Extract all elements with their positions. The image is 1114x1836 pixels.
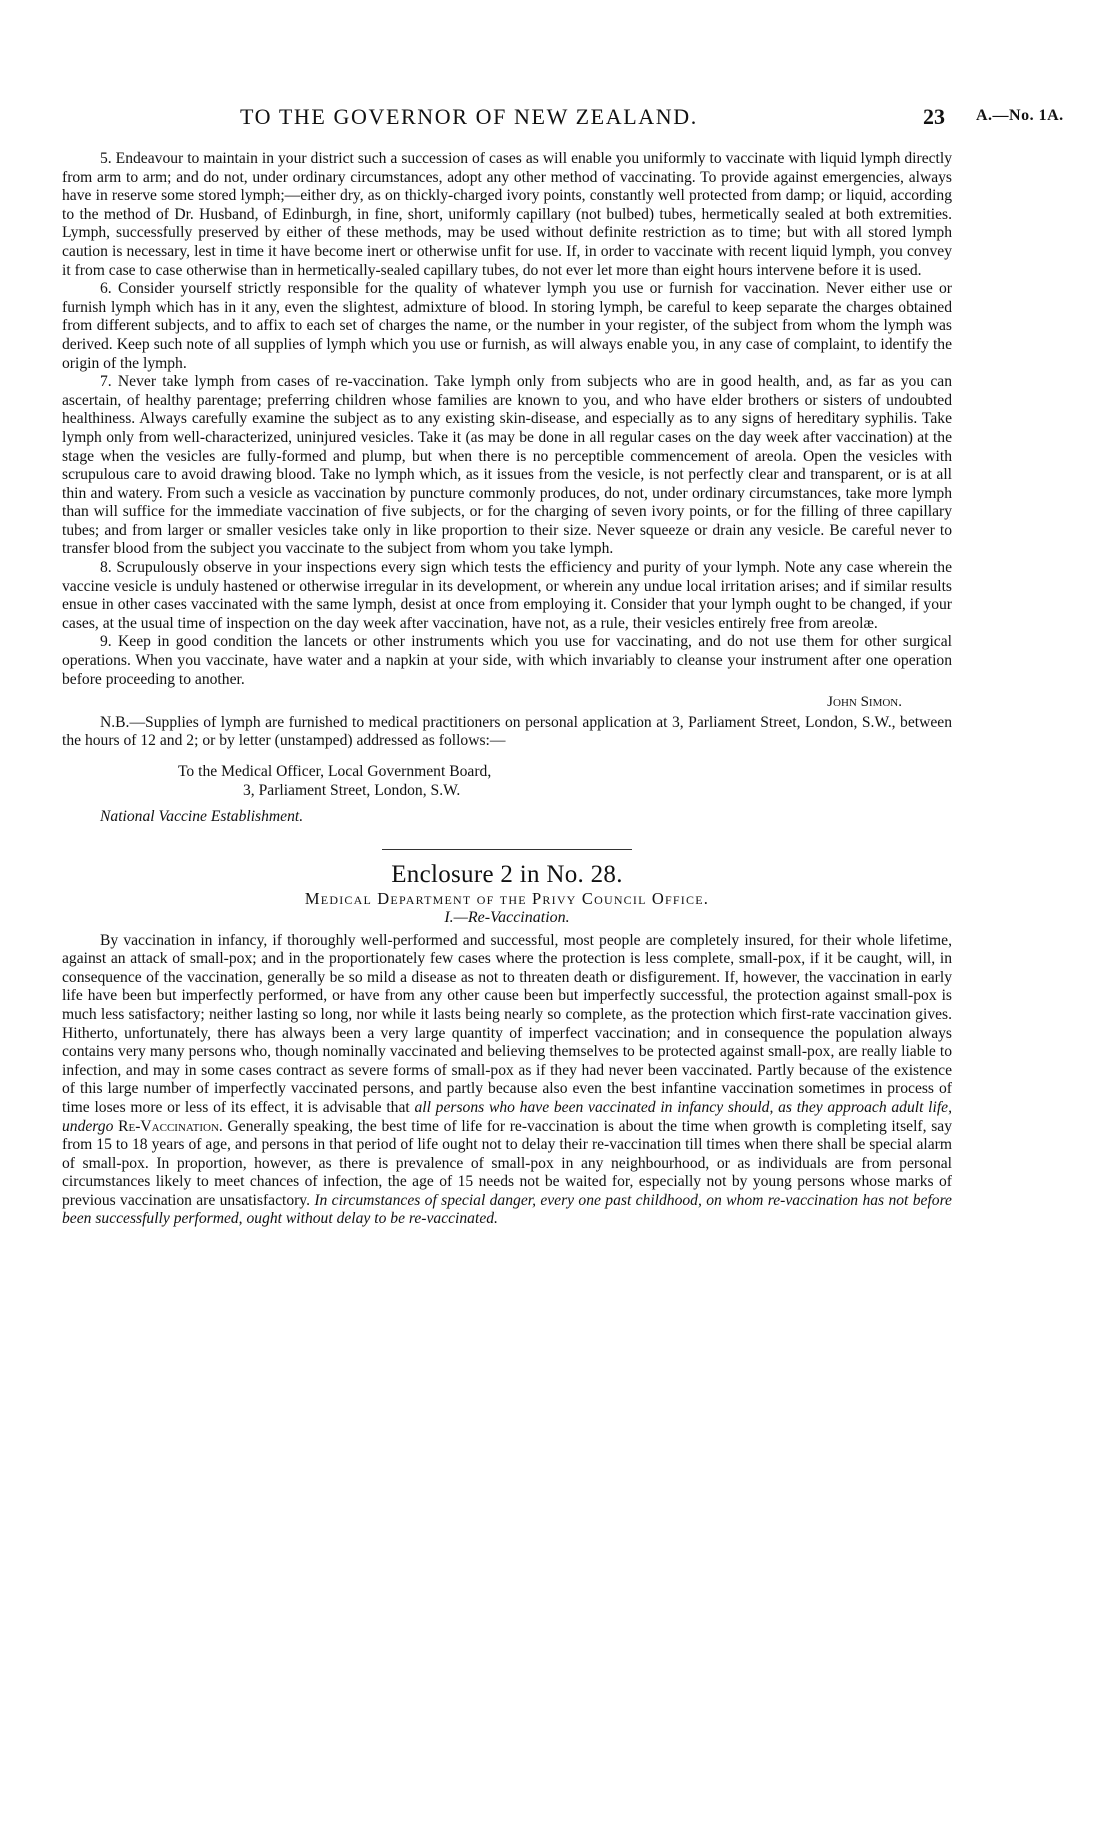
enclosure-subtitle: I.—Re-Vaccination. bbox=[444, 908, 570, 926]
document-body bbox=[62, 150, 952, 1229]
enclosure-paragraph bbox=[62, 932, 952, 1230]
address-line-1: To the Medical Officer, Local Government Board, bbox=[178, 763, 492, 780]
nota-bene: N.B.—Supplies of lymph are furnished to medical practitioners on personal application at 3, Parliament Street, London, S.W., between the hours of 12 and 2; or by letter (unstamped) addressed as follows:— bbox=[62, 713, 952, 750]
enclosure-text-rest: Generally speaking, the best time of life for re-vaccination is about the time when growth is completing itself, say from 15 to 18 years of age, and persons in that period of life ought not to delay their re-vaccination till times when there shall be special alarm of small-pox. In proportion, however, as there is prevalence of small-pox in any neighbourhood, or as individuals are from personal circumstances likely to meet chances of infection, the age of 15 needs not be waited for, especially not by young persons whose marks of previous vaccination are unsatisfactory. bbox=[62, 1117, 952, 1209]
address-line-2: 3, Parliament Street, London, S.W. bbox=[243, 781, 461, 799]
enclosure-text-italic: all persons who have been vaccinated in infancy should, as they approach adult life, undergo bbox=[62, 1098, 952, 1135]
paragraph-9: 9. Keep in good condition the lancets or other instruments which you use for vaccinating, and do not use them for other surgical operations. When you vaccinate, have water and a napkin at your side, with which invariably to cleanse your instrument after one operation before proceeding to another. bbox=[62, 633, 952, 688]
paragraph-6: 6. Consider yourself strictly responsible for the quality of whatever lymph you use or furnish for vaccination. Never either use or furnish lymph which has in it any, even the slightest, admixture of blood. In storing lymph, be careful to keep separate the charges obtained from different subjects, and to affix to each set of charges the name, or the number in your register, of the subject from whom the lymph was derived. Keep such note of all supplies of lymph which you use or furnish, as will always enable you, in any case of complaint, to identify the origin of the lymph. bbox=[62, 280, 952, 372]
signature: John Simon. bbox=[827, 694, 902, 711]
page-number: 23 bbox=[923, 104, 945, 129]
establishment-name: National Vaccine Establishment. bbox=[100, 808, 304, 826]
document-reference: A.—No. 1A. bbox=[976, 107, 1064, 124]
page-title: TO THE GOVERNOR OF NEW ZEALAND. bbox=[240, 104, 698, 129]
enclosure-text-final-italic: In circumstances of special danger, every one past childhood, on whom re-vaccination has not before been successfully performed, ought without delay to be re-vaccinated. bbox=[62, 1191, 952, 1228]
paragraph-5: 5. Endeavour to maintain in your district such a succession of cases as will enable you uniformly to vaccinate with liquid lymph directly from arm to arm; and do not, under ordinary circumstances, adopt any other method of vaccinating. To provide against emergencies, always have in reserve some stored lymph;—either dry, as on thickly-charged ivory points, constantly well protected from damp; or liquid, according to the method of Dr. Husband, of Edinburgh, in fine, short, uniformly capillary (not bulbed) tubes, hermetically sealed at both extremities. Lymph, successfully preserved by either of these methods, may be used without definite restriction as to time; but with all stored lymph caution is necessary, lest in time it have become inert or otherwise unfit for use. If, in order to vaccinate with recent liquid lymph, you convey it from case to case otherwise than in hermetically-sealed capillary tubes, do not ever let more than eight hours intervene before it is used. bbox=[62, 150, 952, 279]
enclosure-title: Enclosure 2 in No. 28. bbox=[391, 860, 623, 888]
section-divider bbox=[382, 849, 632, 850]
enclosure-department: Medical Department of the Privy Council Office. bbox=[304, 889, 710, 909]
enclosure-text-revaccination: Re-Vaccination. bbox=[118, 1117, 223, 1135]
paragraph-7: 7. Never take lymph from cases of re-vaccination. Take lymph only from subjects who are in good health, and, as far as you can ascertain, of healthy parentage; preferring children whose families are known to you, and who have elder brothers or sisters of undoubted healthiness. Always carefully examine the subject as to any existing skin-disease, and especially as to any signs of hereditary syphilis. Take lymph only from well-characterized, uninjured vesicles. Take it (as may be done in all regular cases on the day week after vaccination) at the stage when the vesicles are fully-formed and plump, but when there is no perceptible commencement of areola. Open the vesicles with scrupulous care to avoid drawing blood. Take no lymph which, as it issues from the vesicle, is not perfectly clear and transparent, or is at all thin and watery. From such a vesicle as vaccination by puncture commonly produces, do not, under ordinary circumstances, take more lymph than will suffice for the immediate vaccination of five subjects, or for the charging of seven ivory points, or for the filling of three capillary tubes; and from larger or smaller vesicles take only in like proportion to their size. Never squeeze or drain any vesicle. Be careful never to transfer blood from the subject you vaccinate to the subject from whom you take lymph. bbox=[62, 373, 952, 558]
enclosure-text-plain: By vaccination in infancy, if thoroughly well-performed and successful, most people are completely insured, for their whole lifetime, against an attack of small-pox; and in the proportionately few cases where the protection is less complete, small-pox, if it be caught, will, in consequence of the vaccination, generally be so mild a disease as not to threaten death or disfigurement. If, however, the vaccination in early life have been but imperfectly performed, or have from any other cause been but imperfectly successful, the protection against small-pox is much less satisfactory; neither lasting so long, nor while it lasts being nearly so complete, as the protection which first-rate vaccination gives. Hitherto, unfortunately, there has always been a very large quantity of imperfect vaccination; and in consequence the population always contains very many persons who, though nominally vaccinated and believing themselves to be protected against small-pox, are really liable to infection, and may in some cases contract as severe forms of small-pox as if they had never been vaccinated. Partly because of the existence of this large number of imperfectly vaccinated persons, and partly because also even the best infantine vaccination sometimes in process of time loses more or less of its effect, it is advisable that bbox=[62, 931, 952, 1116]
running-header bbox=[0, 104, 1114, 138]
paragraph-8: 8. Scrupulously observe in your inspections every sign which tests the efficiency and purity of your lymph. Note any case wherein the vaccine vesicle is unduly hastened or otherwise irregular in its development, or wherein any undue local irritation arises; and if similar results ensue in other cases vaccinated with the same lymph, desist at once from employing it. Consider that your lymph ought to be changed, if your cases, at the usual time of inspection on the day week after vaccination, have not, as a rule, their vesicles entirely free from areolæ. bbox=[62, 559, 952, 632]
